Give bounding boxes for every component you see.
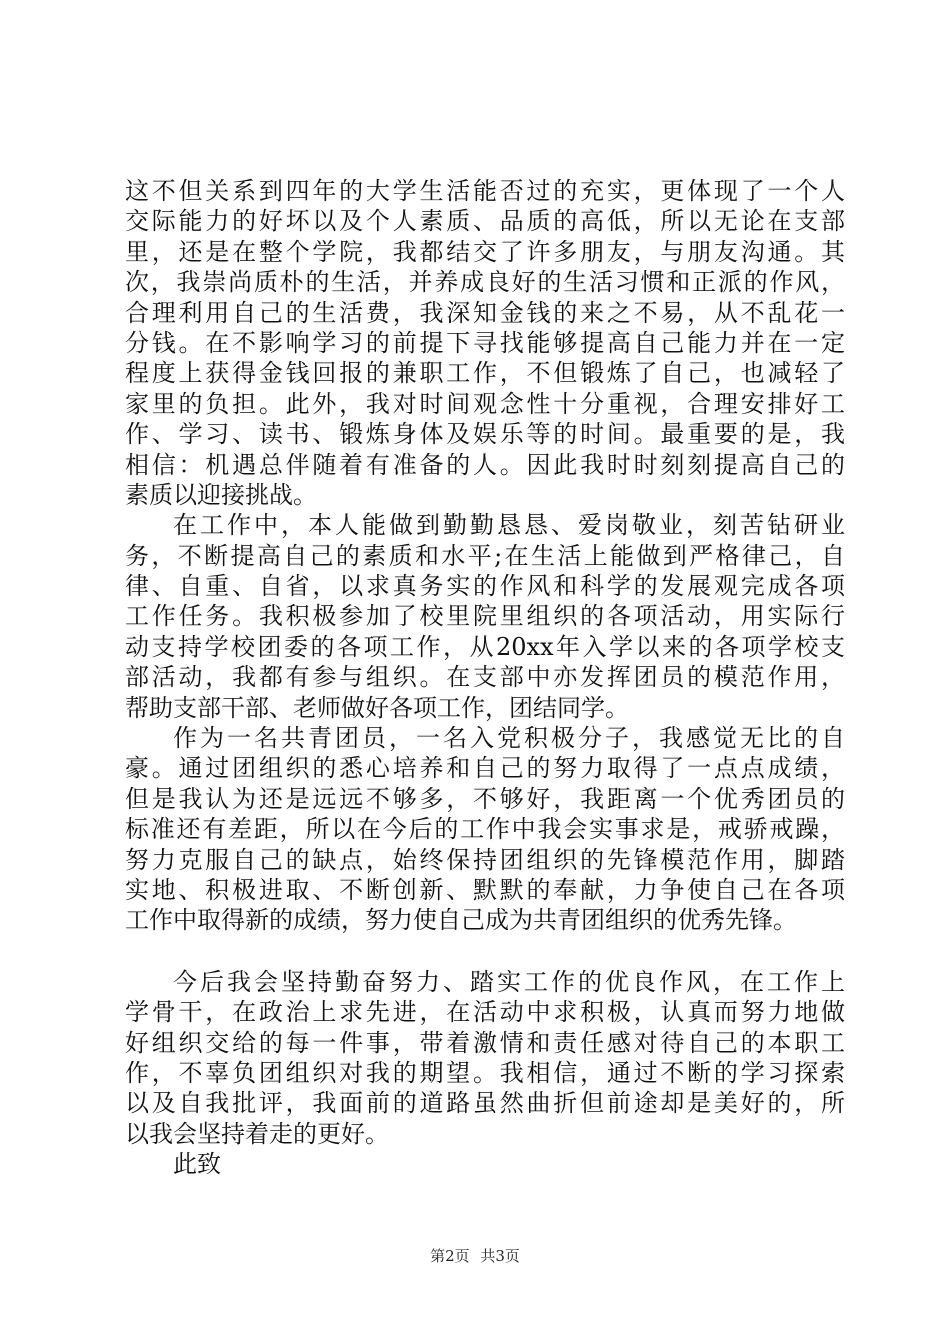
text-line: 工作任务。我积极参加了校里院里组织的各项活动，用实际行: [125, 602, 845, 631]
text-line: 工作中取得新的成绩，努力使自己成为共青团组织的优秀先锋。: [125, 906, 797, 935]
text-line: 务，不断提高自己的素质和水平;在生活上能做到严格律己，自: [125, 541, 845, 570]
text-line: 动支持学校团委的各项工作，从20xx年入学以来的各项学校支: [125, 632, 845, 661]
text-line: 素质以迎接挑战。: [125, 480, 317, 509]
text-line: 次，我崇尚质朴的生活，并养成良好的生活习惯和正派的作风，: [125, 268, 845, 297]
page-footer: [0, 1245, 950, 1266]
text-line: 程度上获得金钱回报的兼职工作，不但锻炼了自己，也减轻了: [125, 359, 845, 388]
text-line: 标准还有差距，所以在今后的工作中我会实事求是，戒骄戒躁，: [125, 815, 845, 844]
document-body: [125, 176, 845, 1180]
text-line: 这不但关系到四年的大学生活能否过的充实，更体现了一个人: [125, 177, 845, 205]
paragraph-2: [125, 510, 845, 723]
closing-salutation: 此致: [173, 1150, 221, 1179]
text-line: 律、自重、自省，以求真务实的作风和科学的发展观完成各项: [125, 572, 845, 601]
text-line: 相信：机遇总伴随着有准备的人。因此我时时刻刻提高自己的: [125, 450, 845, 479]
text-line: 以我会坚持着走的更好。: [125, 1119, 389, 1148]
text-line: 今后我会坚持勤奋努力、踏实工作的优良作风，在工作上: [173, 967, 845, 996]
text-line: 但是我认为还是远远不够多，不够好，我距离一个优秀团员的: [125, 784, 845, 813]
text-line: 里，还是在整个学院，我都结交了许多朋友，与朋友沟通。其: [125, 237, 845, 266]
text-line: 交际能力的好坏以及个人素质、品质的高低，所以无论在支部: [125, 207, 845, 236]
text-line: 以及自我批评，我面前的道路虽然曲折但前途却是美好的，所: [125, 1089, 845, 1118]
text-line: 合理利用自己的生活费，我深知金钱的来之不易，从不乱花一: [125, 298, 845, 327]
text-line: 作为一名共青团员，一名入党积极分子，我感觉无比的自: [173, 724, 845, 753]
text-line: 在工作中，本人能做到勤勤恳恳、爱岗敬业，刻苦钻研业: [173, 511, 845, 540]
paragraph-gap: [125, 936, 845, 967]
text-line: 作，不辜负团组织对我的期望。我相信，通过不断的学习探索: [125, 1058, 845, 1087]
page-number: 第2页: [430, 1247, 470, 1265]
text-line: 作、学习、读书、锻炼身体及娱乐等的时间。最重要的是，我: [125, 420, 845, 449]
text-line: 家里的负担。此外，我对时间观念性十分重视，合理安排好工: [125, 389, 845, 418]
page-total: 共3页: [480, 1247, 520, 1265]
paragraph-3: [125, 723, 845, 936]
paragraph-4: [125, 967, 845, 1149]
text-line: 好组织交给的每一件事，带着激情和责任感对待自己的本职工: [125, 1028, 845, 1057]
text-line: 部活动，我都有参与组织。在支部中亦发挥团员的模范作用，: [125, 663, 845, 692]
text-line: 实地、积极进取、不断创新、默默的奉献，力争使自己在各项: [125, 875, 845, 904]
text-line: 努力克服自己的缺点，始终保持团组织的先锋模范作用，脚踏: [125, 845, 845, 874]
text-line: 学骨干，在政治上求先进，在活动中求积极，认真而努力地做: [125, 998, 845, 1027]
text-line: 豪。通过团组织的悉心培养和自己的努力取得了一点点成绩，: [125, 754, 845, 783]
paragraph-1: [125, 176, 845, 510]
text-line: 分钱。在不影响学习的前提下寻找能够提高自己能力并在一定: [125, 328, 845, 357]
text-line: 帮助支部干部、老师做好各项工作，团结同学。: [125, 693, 629, 722]
